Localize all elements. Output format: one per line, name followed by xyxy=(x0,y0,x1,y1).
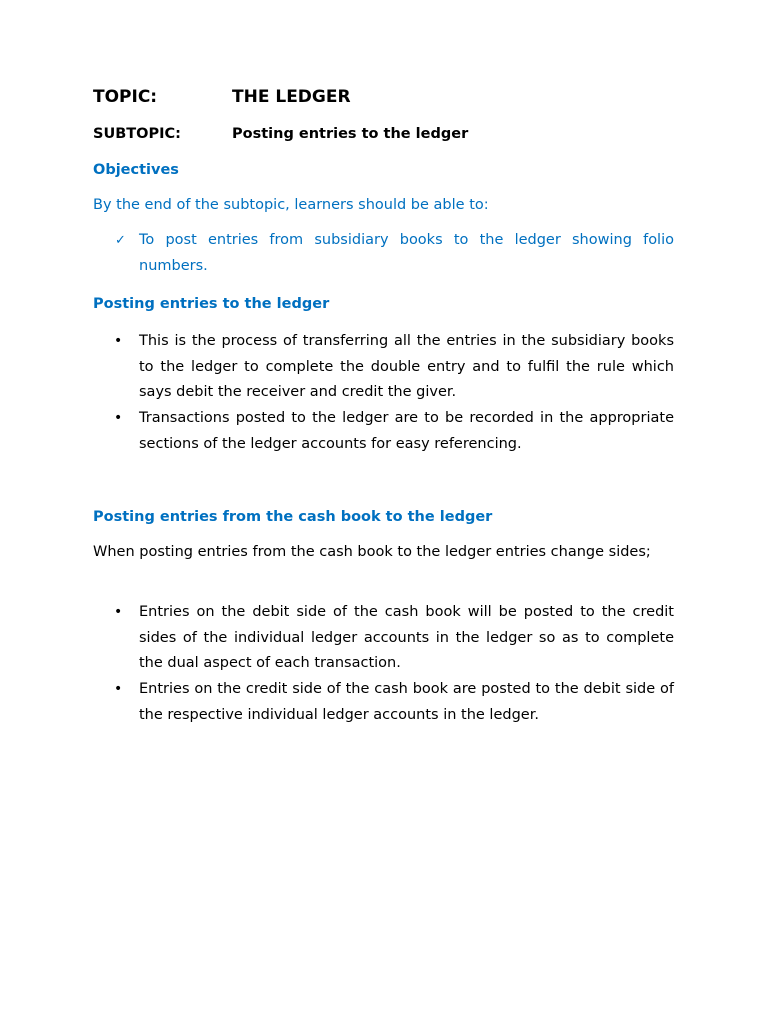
cashbook-list xyxy=(93,600,674,729)
list-item xyxy=(93,406,674,457)
subtopic-value: Posting entries to the ledger xyxy=(232,126,469,142)
posting-item-text: Transactions posted to the ledger are to be recorded in the appropriate sections of the ledger accounts for easy referencing. xyxy=(139,410,674,452)
check-icon: ✓ xyxy=(115,233,126,248)
cashbook-heading: Posting entries from the cash book to the ledger xyxy=(93,509,493,525)
cashbook-item-text: Entries on the debit side of the cash book will be posted to the credit sides of the individual ledger accounts in the ledger so as to complete the dual aspect of each transaction. xyxy=(139,604,674,672)
list-item xyxy=(93,600,674,677)
cashbook-intro: When posting entries from the cash book to the ledger entries change sides; xyxy=(93,544,651,560)
subtopic-label: SUBTOPIC: xyxy=(93,126,181,142)
posting-heading: Posting entries to the ledger xyxy=(93,296,330,312)
list-item xyxy=(93,228,674,279)
subtopic-row xyxy=(93,125,468,144)
objectives-intro: By the end of the subtopic, learners should be able to: xyxy=(93,197,489,213)
objectives-heading: Objectives xyxy=(93,162,179,178)
objectives-list xyxy=(93,228,674,279)
bullet-icon: • xyxy=(114,410,123,427)
objective-text: To post entries from subsidiary books to the ledger showing folio numbers. xyxy=(139,232,674,274)
bullet-icon: • xyxy=(114,604,123,620)
posting-list xyxy=(93,329,674,458)
list-item xyxy=(93,329,674,406)
cashbook-item-text: Entries on the credit side of the cash book are posted to the debit side of the respective individual ledger accounts in the ledger. xyxy=(139,681,674,723)
bullet-icon: • xyxy=(114,333,123,349)
posting-item-text: This is the process of transferring all the entries in the subsidiary books to the ledger to complete the double entry and to fulfil the rule which says debit the receiver and credit the giver. xyxy=(139,333,674,401)
topic-label: TOPIC: xyxy=(93,87,158,107)
topic-row xyxy=(93,86,351,108)
topic-value: THE LEDGER xyxy=(232,87,351,107)
list-item xyxy=(93,677,674,728)
bullet-icon: • xyxy=(114,681,123,698)
